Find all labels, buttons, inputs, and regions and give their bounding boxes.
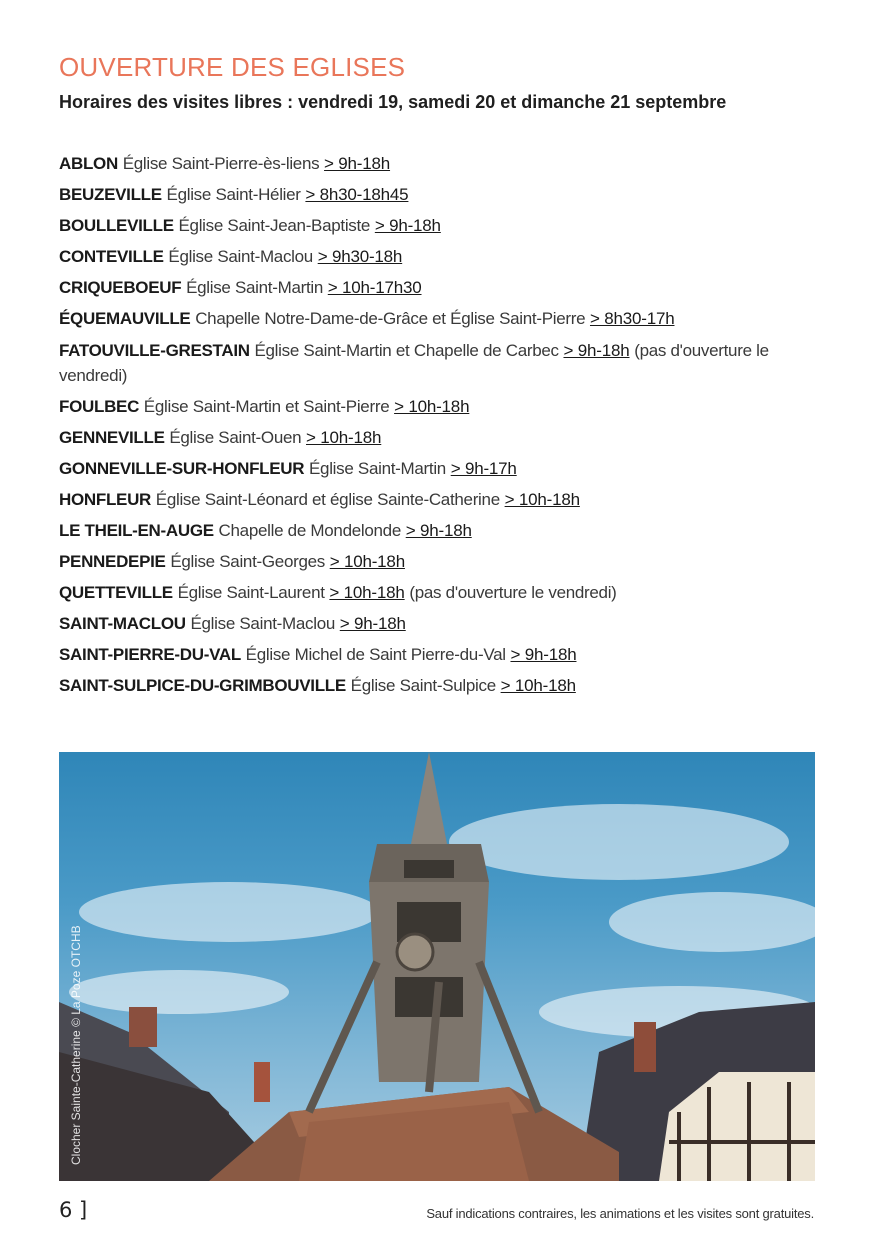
opening-hours: > 9h-18h bbox=[339, 613, 406, 633]
church-name: Chapelle de Mondelonde bbox=[218, 520, 401, 540]
opening-hours: > 9h-18h bbox=[510, 644, 577, 664]
list-item bbox=[59, 276, 819, 301]
photo-credit: Clocher Sainte-Catherine © La Poze OTCHB bbox=[69, 925, 83, 1165]
town-name: SAINT-PIERRE-DU-VAL bbox=[59, 644, 241, 664]
opening-hours: > 9h-18h bbox=[374, 216, 441, 235]
town-name: BEUZEVILLE bbox=[59, 185, 162, 204]
opening-hours: > 10h-18h bbox=[329, 551, 405, 571]
opening-note: (pas d'ouverture le vendredi) bbox=[409, 582, 617, 602]
town-name: SAINT-SULPICE-DU-GRIMBOUVILLE bbox=[59, 675, 346, 695]
town-name: FOULBEC bbox=[59, 396, 140, 416]
opening-hours: > 9h-18h bbox=[405, 520, 472, 540]
list-item bbox=[59, 674, 819, 699]
list-item bbox=[59, 550, 819, 575]
list-item bbox=[59, 488, 819, 513]
town-name: FATOUVILLE-GRESTAIN bbox=[59, 341, 250, 360]
page-title: OUVERTURE DES EGLISES bbox=[59, 52, 406, 82]
list-item bbox=[59, 612, 819, 637]
page-subtitle: Horaires des visites libres : vendredi 19, samedi 20 et dimanche 21 septembre bbox=[59, 92, 727, 112]
church-opening-list bbox=[59, 152, 819, 705]
opening-hours: > 10h-18h bbox=[306, 427, 382, 447]
church-name: Église Saint-Georges bbox=[170, 551, 325, 571]
list-item bbox=[59, 338, 819, 388]
opening-hours: > 9h-18h bbox=[324, 154, 391, 173]
church-name: Église Saint-Léonard et église Sainte-Catherine bbox=[155, 489, 500, 509]
opening-hours: > 8h30-17h bbox=[589, 309, 675, 328]
church-name: Église Saint-Ouen bbox=[169, 427, 302, 447]
opening-hours: > 9h-18h bbox=[563, 341, 630, 360]
opening-hours: > 10h-18h bbox=[504, 489, 580, 509]
opening-hours: > 10h-18h bbox=[500, 675, 576, 695]
town-name: ÉQUEMAUVILLE bbox=[59, 309, 191, 328]
opening-hours: > 10h-17h30 bbox=[327, 278, 422, 297]
town-name: PENNEDEPIE bbox=[59, 551, 166, 571]
town-name: LE THEIL-EN-AUGE bbox=[59, 520, 214, 540]
bell-tower-illustration bbox=[59, 752, 815, 1181]
church-name: Église Saint-Maclou bbox=[190, 613, 336, 633]
church-name: Église Saint-Sulpice bbox=[350, 675, 496, 695]
page-number: 6 ] bbox=[59, 1198, 88, 1222]
opening-hours: > 10h-18h bbox=[394, 396, 470, 416]
town-name: CONTEVILLE bbox=[59, 247, 164, 266]
opening-hours: > 8h30-18h45 bbox=[305, 185, 409, 204]
town-name: ABLON bbox=[59, 154, 118, 173]
list-item bbox=[59, 581, 819, 606]
town-name: QUETTEVILLE bbox=[59, 582, 173, 602]
list-item bbox=[59, 183, 819, 208]
list-item bbox=[59, 643, 819, 668]
church-name: Église Saint-Martin bbox=[309, 458, 446, 478]
list-item bbox=[59, 307, 819, 332]
church-name: Église Michel de Saint Pierre-du-Val bbox=[245, 644, 506, 664]
list-item bbox=[59, 214, 819, 239]
opening-note: (pas d'ouverture le vendredi) bbox=[59, 341, 769, 385]
church-name: Église Saint-Martin bbox=[186, 278, 324, 297]
opening-hours: > 10h-18h bbox=[329, 582, 405, 602]
church-bell-tower-photo bbox=[59, 752, 815, 1181]
list-item bbox=[59, 152, 819, 177]
footer-note: Sauf indications contraires, les animations et les visites sont gratuites. bbox=[426, 1206, 814, 1221]
list-item bbox=[59, 457, 819, 482]
list-item bbox=[59, 519, 819, 544]
church-name: Église Saint-Pierre-ès-liens bbox=[122, 154, 320, 173]
town-name: BOULLEVILLE bbox=[59, 216, 174, 235]
church-name: Église Saint-Hélier bbox=[166, 185, 301, 204]
list-item bbox=[59, 395, 819, 420]
church-name: Chapelle Notre-Dame-de-Grâce et Église Saint-Pierre bbox=[195, 309, 586, 328]
opening-hours: > 9h30-18h bbox=[317, 247, 403, 266]
church-name: Église Saint-Maclou bbox=[168, 247, 313, 266]
list-item bbox=[59, 426, 819, 451]
list-item bbox=[59, 245, 819, 270]
church-name: Église Saint-Jean-Baptiste bbox=[178, 216, 371, 235]
town-name: CRIQUEBOEUF bbox=[59, 278, 182, 297]
town-name: HONFLEUR bbox=[59, 489, 152, 509]
town-name: GONNEVILLE-SUR-HONFLEUR bbox=[59, 458, 305, 478]
town-name: GENNEVILLE bbox=[59, 427, 165, 447]
opening-hours: > 9h-17h bbox=[450, 458, 517, 478]
town-name: SAINT-MACLOU bbox=[59, 613, 186, 633]
church-name: Église Saint-Martin et Chapelle de Carbec bbox=[254, 341, 559, 360]
church-name: Église Saint-Martin et Saint-Pierre bbox=[143, 396, 390, 416]
church-name: Église Saint-Laurent bbox=[177, 582, 325, 602]
